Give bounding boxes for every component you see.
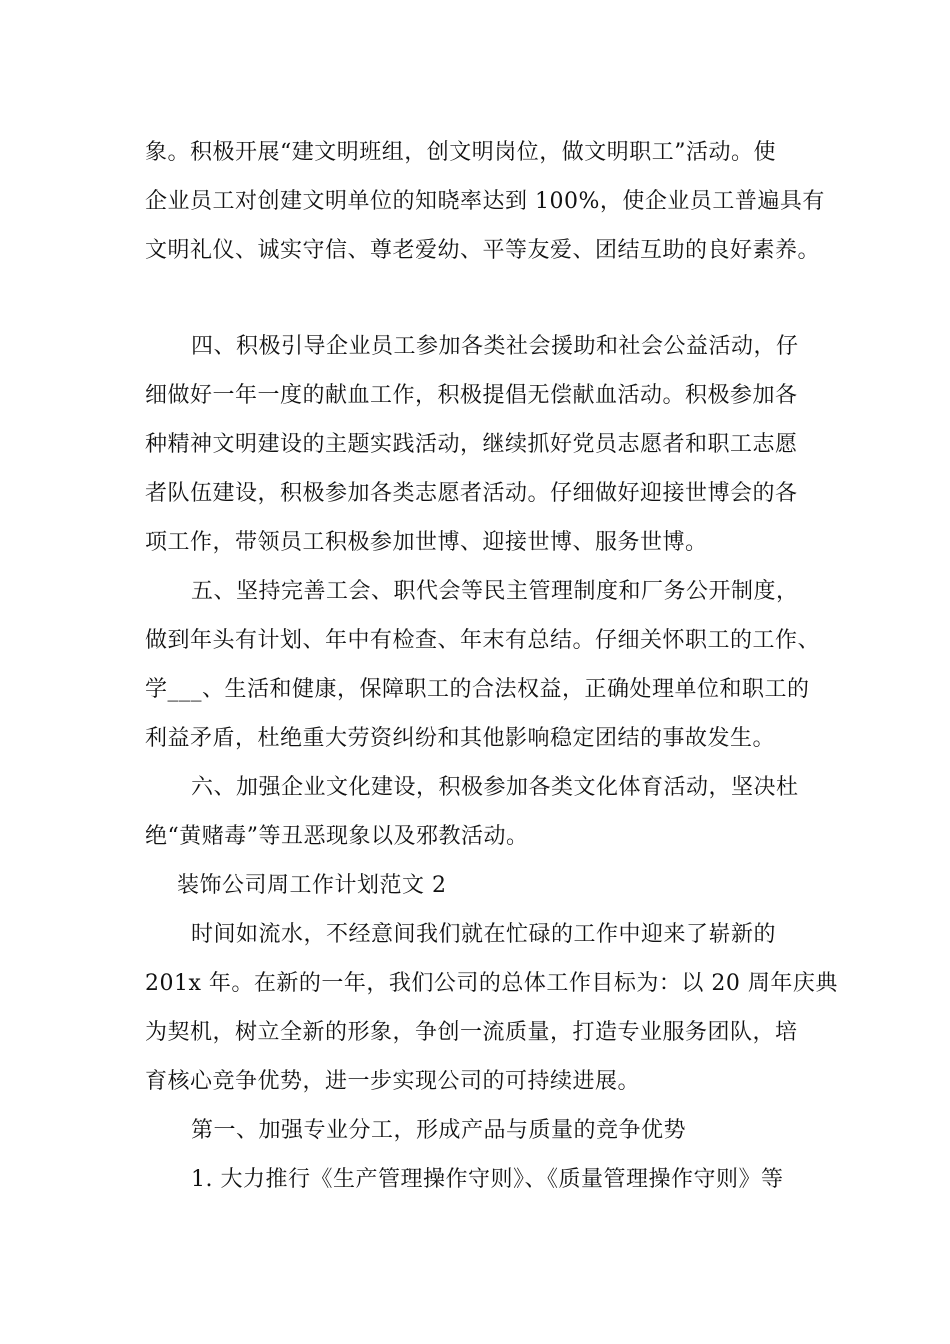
paragraph-gap bbox=[145, 275, 815, 322]
text-line: 文明礼仪、诚实守信、尊老爱幼、平等友爱、团结互助的良好素养。 bbox=[145, 238, 821, 263]
text-line: 育核心竞争优势，进一步实现公司的可持续进展。 bbox=[145, 1069, 641, 1094]
list-item: 1. 大力推行《生产管理操作守则》、《质量管理操作守则》等 bbox=[191, 1167, 784, 1192]
paragraph-start: 四、积极引导企业员工参加各类社会援助和社会公益活动，仔 bbox=[191, 334, 799, 359]
section-heading: 装饰公司周工作计划范文 2 bbox=[177, 873, 447, 898]
text-line: 企业员工对创建文明单位的知晓率达到 100%，使企业员工普遍具有 bbox=[145, 189, 825, 214]
text-line: 象。积极开展“建文明班组，创文明岗位，做文明职工”活动。使 bbox=[145, 140, 776, 165]
paragraph-start: 五、坚持完善工会、职代会等民主管理制度和厂务公开制度， bbox=[191, 579, 799, 604]
text-line: 201x 年。在新的一年，我们公司的总体工作目标为：以 20 周年庆典 bbox=[145, 971, 838, 996]
text-line: 学___、生活和健康，保障职工的合法权益，正确处理单位和职工的 bbox=[145, 677, 810, 702]
text-line: 者队伍建设，积极参加各类志愿者活动。仔细做好迎接世博会的各 bbox=[145, 481, 798, 506]
text-line: 细做好一年一度的献血工作，积极提倡无偿献血活动。积极参加各 bbox=[145, 383, 798, 408]
text-line: 为契机，树立全新的形象，争创一流质量，打造专业服务团队，培 bbox=[145, 1020, 798, 1045]
text-line: 绝“黄赌毒”等丑恶现象以及邪教活动。 bbox=[145, 824, 529, 849]
document-body bbox=[145, 128, 838, 1204]
text-line: 项工作，带领员工积极参加世博、迎接世博、服务世博。 bbox=[145, 530, 708, 555]
text-line: 做到年头有计划、年中有检查、年末有总结。仔细关怀职工的工作、 bbox=[145, 628, 821, 653]
paragraph-start: 六、加强企业文化建设，积极参加各类文化体育活动，坚决杜 bbox=[191, 775, 799, 800]
subheading: 第一、加强专业分工，形成产品与质量的竞争优势 bbox=[191, 1118, 687, 1143]
paragraph-start: 时间如流水，不经意间我们就在忙碌的工作中迎来了崭新的 bbox=[191, 922, 777, 947]
text-line: 利益矛盾，杜绝重大劳资纠纷和其他影响稳定团结的事故发生。 bbox=[145, 726, 776, 751]
text-line: 种精神文明建设的主题实践活动，继续抓好党员志愿者和职工志愿 bbox=[145, 432, 798, 457]
